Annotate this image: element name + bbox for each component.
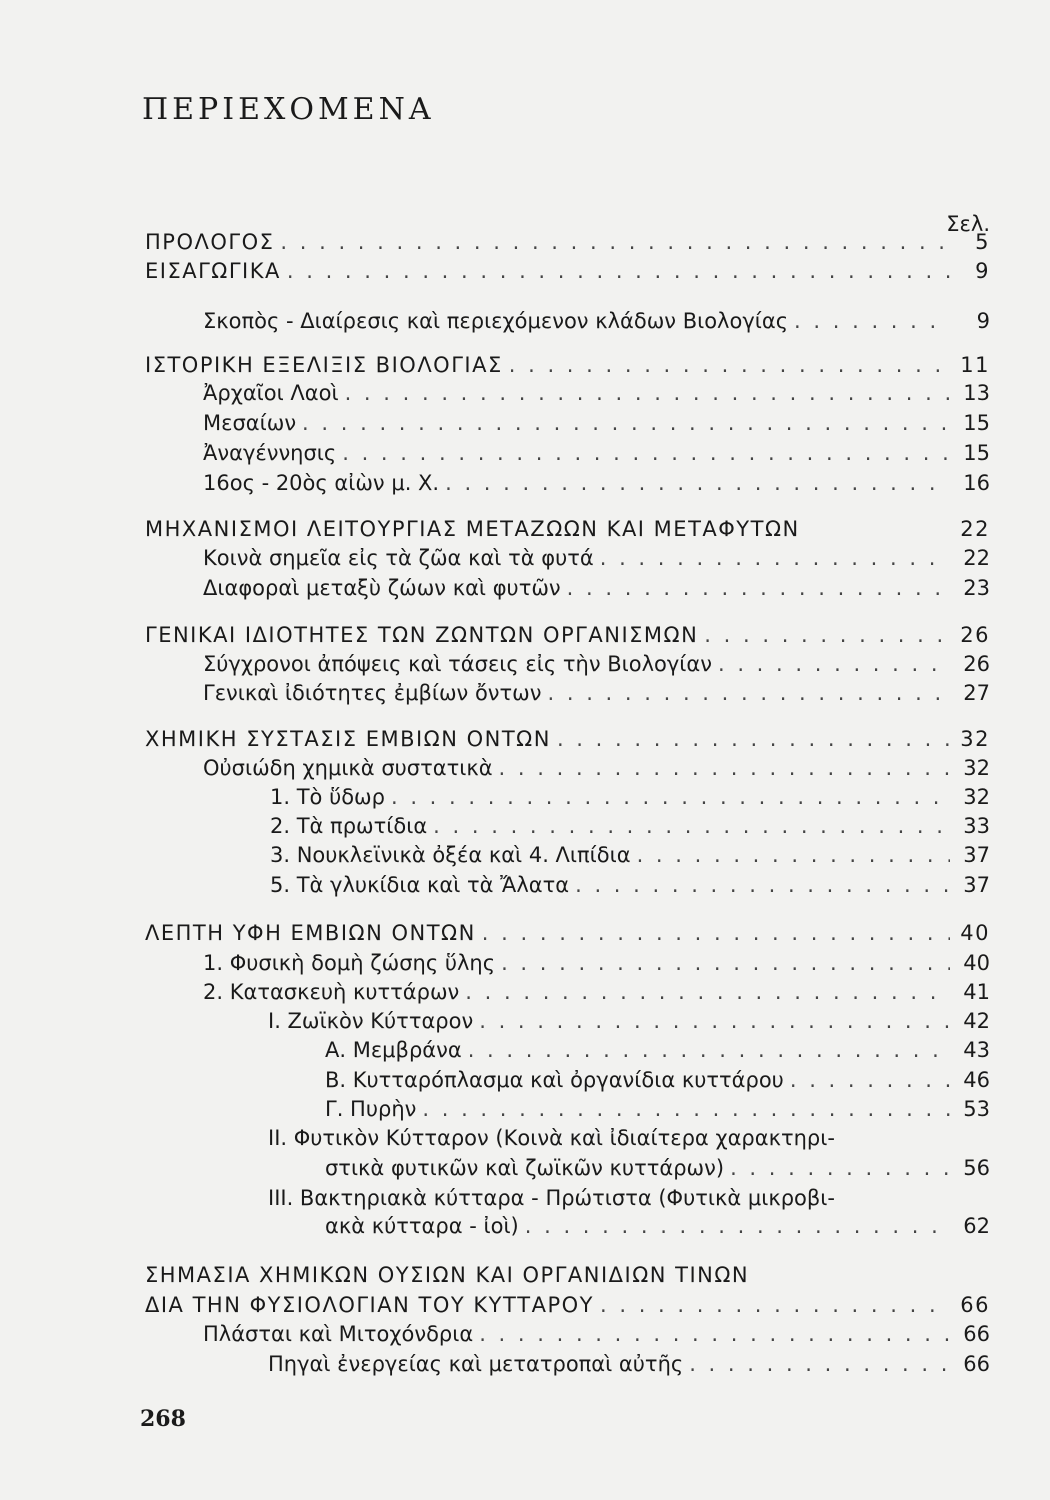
toc-entry-label: ΧΗΜΙΚΗ ΣΥΣΤΑΣΙΣ ΕΜΒΙΩΝ ΟΝΤΩΝ: [145, 727, 551, 751]
toc-entry-page: 53: [963, 1097, 990, 1121]
toc-entry: [203, 575, 990, 601]
toc-entry: [203, 545, 990, 571]
toc-entry-label: ΣΗΜΑΣΙΑ ΧΗΜΙΚΩΝ ΟΥΣΙΩΝ ΚΑΙ ΟΡΓΑΝΙΔΙΩΝ ΤΙΝΩΝ: [145, 1263, 750, 1287]
toc-entry-label: 2. Κατασκευὴ κυττάρων: [203, 980, 460, 1004]
toc-entry-page: 46: [963, 1068, 990, 1092]
toc-entry-label: 2. Τὰ πρωτίδια: [270, 814, 428, 838]
toc-entry-label: Πηγαὶ ἐνεργείας καὶ μετατροπαὶ αὐτῆς: [268, 1352, 684, 1376]
toc-entry-page: 33: [963, 814, 990, 838]
toc-entry-label: 16ος - 20ὸς αἰὼν μ. Χ.: [203, 471, 440, 495]
toc-entry-label: Γενικαὶ ἰδιότητες ἐμβίων ὄντων: [203, 681, 542, 705]
page-number: 268: [140, 1406, 186, 1432]
toc-entry-label: ΔΙΑ ΤΗΝ ΦΥΣΙΟΛΟΓΙΑΝ ΤΟΥ ΚΥΤΤΑΡΟΥ: [145, 1293, 594, 1317]
toc-entry-page: 22: [960, 517, 990, 541]
toc-entry: [203, 651, 990, 677]
toc-entry-label: ΠΡΟΛΟΓΟΣ: [145, 230, 275, 254]
toc-entry-label: 3. Νουκλεϊνικὰ ὀξέα καὶ 4. Λιπίδια: [270, 843, 631, 867]
toc-entry-page: 5: [975, 230, 990, 254]
toc-entry-label: ΕΙΣΑΓΩΓΙΚΑ: [145, 259, 281, 283]
toc-entry: [145, 622, 990, 648]
toc-entry-label: ΜΗΧΑΝΙΣΜΟΙ ΛΕΙΤΟΥΡΓΙΑΣ ΜΕΤΑΖΩΩΝ ΚΑΙ ΜΕΤΑΦΥΤΩΝ: [145, 517, 800, 541]
toc-entry-label: III. Βακτηριακὰ κύτταρα - Πρώτιστα (Φυτικὰ μικροβι-: [268, 1186, 835, 1210]
toc-entry: [145, 229, 990, 255]
toc-entry-label: ΙΣΤΟΡΙΚΗ ΕΞΕΛΙΞΙΣ ΒΙΟΛΟΓΙΑΣ: [145, 353, 503, 377]
toc-entry-page: 11: [960, 353, 990, 377]
toc-entry-page: 23: [963, 576, 990, 600]
toc-entry: [270, 872, 990, 898]
toc-entry-page: 56: [963, 1156, 990, 1180]
toc-entry-page: 41: [963, 980, 990, 1004]
toc-entry-label: Σύγχρονοι ἀπόψεις καὶ τάσεις εἰς τὴν Βιολογίαν: [203, 652, 712, 676]
toc-entry: [203, 1321, 990, 1347]
toc-entry-page: 22: [963, 546, 990, 570]
toc-entry: [203, 410, 990, 436]
toc-entry-page: 32: [960, 727, 990, 751]
toc-entry-page: 26: [960, 623, 990, 647]
toc-entry-label: ΓΕΝΙΚΑΙ ΙΔΙΟΤΗΤΕΣ ΤΩΝ ΖΩΝΤΩΝ ΟΡΓΑΝΙΣΜΩΝ: [145, 623, 699, 647]
toc-entry: [203, 470, 990, 496]
toc-entry: [325, 1037, 990, 1063]
toc-entry: [145, 920, 990, 946]
toc-entry-page: 66: [960, 1293, 990, 1317]
toc-entry-label: ΛΕΠΤΗ ΥΦΗ ΕΜΒΙΩΝ ΟΝΤΩΝ: [145, 921, 476, 945]
toc-entry: [203, 979, 990, 1005]
toc-entry: [145, 352, 990, 378]
toc-entry-page: 42: [963, 1009, 990, 1033]
toc-entry-page: 15: [963, 411, 990, 435]
toc-entry: [325, 1213, 990, 1239]
toc-entry-page: 9: [975, 259, 990, 283]
toc-entry-label: Πλάσται καὶ Μιτοχόνδρια: [203, 1322, 474, 1346]
toc-entry-label: Α. Μεμβράνα: [325, 1038, 462, 1062]
toc-entry-label: Κοινὰ σημεῖα εἰς τὰ ζῶα καὶ τὰ φυτά: [203, 546, 594, 570]
toc-entry-page: 62: [963, 1214, 990, 1238]
toc-entry: [145, 1292, 990, 1318]
toc-entry: [270, 813, 990, 839]
toc-entry: [145, 516, 990, 542]
toc-entry-label: I. Ζωϊκὸν Κύτταρον: [268, 1009, 474, 1033]
toc-entry: [325, 1096, 990, 1122]
toc-entry-page: 43: [963, 1038, 990, 1062]
toc-entry-page: 37: [963, 873, 990, 897]
toc-entry-label: Ἀναγέννησις: [203, 441, 337, 465]
toc-entry: [325, 1067, 990, 1093]
toc-entry: [325, 1155, 990, 1181]
toc-entry-page: 66: [963, 1322, 990, 1346]
page-column-label: Σελ.: [946, 212, 990, 236]
toc-entry-page: 9: [976, 309, 990, 333]
toc-entry: [203, 755, 990, 781]
toc-entry-page: 66: [963, 1352, 990, 1376]
toc-entry-page: 40: [960, 921, 990, 945]
toc-entry-page: 37: [963, 843, 990, 867]
toc-entry: [145, 258, 990, 284]
toc-entry-page: 27: [963, 681, 990, 705]
toc-entry-page: 40: [963, 951, 990, 975]
toc-entry-label: Σκοπὸς - Διαίρεσις καὶ περιεχόμενον κλάδων Βιολογίας: [203, 309, 789, 333]
toc-entry-label: Γ. Πυρὴν: [325, 1097, 417, 1121]
toc-entry: [203, 680, 990, 706]
toc-entry-page: 13: [963, 381, 990, 405]
toc-entry-label: Ἀρχαῖοι Λαοὶ: [203, 381, 339, 405]
toc-entry: [203, 950, 990, 976]
toc-entry: [270, 784, 990, 810]
toc-entry: [145, 726, 990, 752]
toc-entry: [268, 1008, 990, 1034]
toc-entry: [268, 1351, 990, 1377]
toc-entry-page: 26: [963, 652, 990, 676]
toc-entry-page: 16: [963, 471, 990, 495]
toc-entry-label: Διαφοραὶ μεταξὺ ζώων καὶ φυτῶν: [203, 576, 561, 600]
toc-entry-label: Μεσαίων: [203, 411, 297, 435]
toc-entry: [270, 842, 990, 868]
toc-entry: [203, 440, 990, 466]
toc-entry-page: 32: [963, 756, 990, 780]
toc-entry-label: 5. Τὰ γλυκίδια καὶ τὰ Ἄλατα: [270, 873, 570, 897]
toc-entry-label: 1. Φυσικὴ δομὴ ζώσης ὕλης: [203, 951, 496, 975]
toc-entry-label: Β. Κυτταρόπλασμα καὶ ὀργανίδια κυττάρου: [325, 1068, 784, 1092]
toc-entry-label: στικὰ φυτικῶν καὶ ζωϊκῶν κυττάρων): [325, 1156, 725, 1180]
page-title: ΠΕΡΙΕΧΟΜΕΝΑ: [142, 92, 435, 127]
toc-entry: [203, 308, 990, 334]
toc-entry-label: Οὐσιώδη χημικὰ συστατικὰ: [203, 756, 493, 780]
toc-entry-page: 15: [963, 441, 990, 465]
toc-entry-label: 1. Τὸ ὕδωρ: [270, 785, 385, 809]
toc-entry-page: 32: [963, 785, 990, 809]
toc-entry-label: ακὰ κύτταρα - ἰοὶ): [325, 1214, 519, 1238]
toc-entry-label: II. Φυτικὸν Κύτταρον (Κοινὰ καὶ ἰδιαίτερα χαρακτηρι-: [268, 1126, 835, 1150]
toc-entry: [203, 380, 990, 406]
